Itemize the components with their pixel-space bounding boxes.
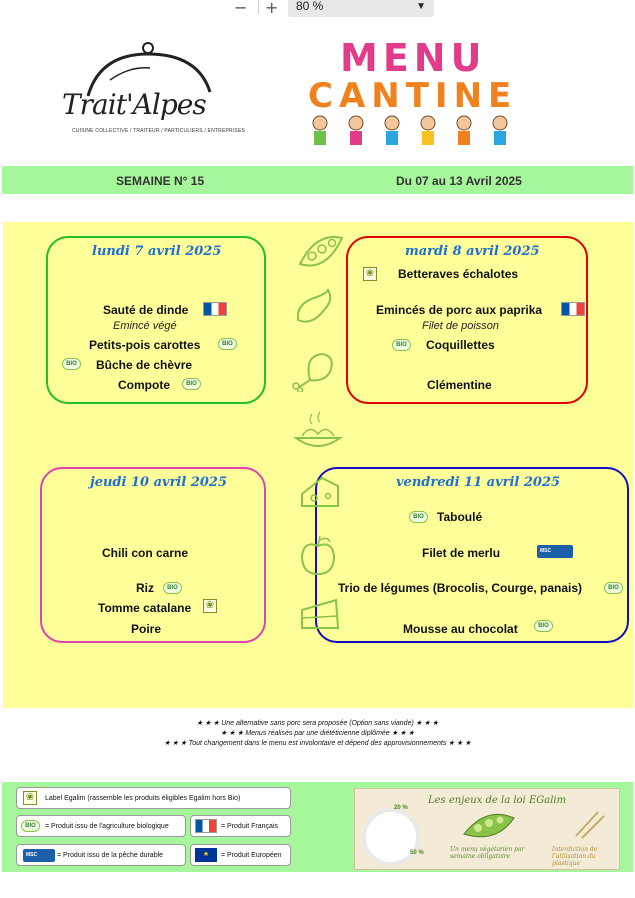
legend-fishing-text: = Produit issu de la pêche durable [57,852,164,859]
legend-fishing [16,844,186,866]
dish-friday-4: Mousse au chocolat [403,622,518,636]
dish-tuesday-2: Emincés de porc aux paprika [376,303,543,317]
day-title-thursday: jeudi 10 avril 2025 [90,475,228,490]
organic-label-icon: BIO [604,582,623,594]
chicken-leg-icon [290,350,338,392]
dish-tuesday-4: Coquillettes [426,338,495,352]
dish-monday-3: Petits-pois carottes [89,338,201,352]
plate-icon [362,808,420,866]
dish-tuesday-1: Betteraves échalotes [398,267,519,281]
week-number: SEMAINE N° 15 [116,174,205,188]
dish-friday-3: Trio de légumes (Brocolis, Courge, panais) [338,581,583,595]
day-title-tuesday: mardi 8 avril 2025 [405,244,540,259]
dish-friday-2: Filet de merlu [422,546,501,560]
logo-subtitle: CUISINE COLLECTIVE / TRAITEUR / PARTICULIERS / ENTREPRISES [72,128,246,134]
sustainable-fishing-icon: MSC [537,545,573,558]
menu-title: MENU [340,36,487,80]
zoom-out-button[interactable]: − [234,0,248,17]
dish-tuesday-3: Filet de poisson [422,320,500,332]
note-no-pork: ★ ★ ★ Une alternative sans porc sera proposée (Option sans viande) ★ ★ ★ [196,720,439,727]
dish-tuesday-5: Clémentine [427,378,492,392]
organic-label-icon: BIO [534,620,553,632]
week-bar [2,166,633,194]
dish-monday-5: Compote [118,378,170,392]
dish-thursday-4: Poire [131,622,162,636]
logo-name: Trait'Alpes [62,88,206,121]
children-illustration-icon [306,114,526,148]
apple-icon [298,534,338,578]
egalim-label-icon: ❀ [363,267,377,281]
eggplant-icon [292,286,336,328]
cheese-icon [298,472,342,512]
legend-european-text: = Produit Européen [221,852,282,859]
legend-organic-text: = Produit issu de l'agriculture biologique [45,823,169,830]
day-title-monday: lundi 7 avril 2025 [92,244,222,259]
toolbar-separator [258,0,259,14]
sustainable-fishing-icon: MSC [23,849,55,862]
legend-french-text: = Produit Français [221,823,278,830]
cantine-title: CANTINE [308,76,518,116]
european-flag-icon: ★ [195,848,217,862]
cutlery-icon [570,808,610,840]
organic-label-icon: BIO [409,511,428,523]
legend-french [190,815,291,837]
french-flag-icon [561,302,585,316]
pasta-bowl-icon [292,408,344,454]
egalim-caption-vegetarian: Un menu végétarien par semaine obligatoire [450,846,525,860]
dish-thursday-2: Riz [136,581,154,595]
egalim-label-icon: ❀ [203,599,217,613]
note-changes: ★ ★ ★ Tout changement dans le menu est involontaire et dépend des approvisionnements ★ ★ ★ [163,740,472,747]
legend-egalim-text: Label Egalim (rassemble les produits éligibles Egalim hors Bio) [45,795,241,802]
organic-label-icon: BIO [218,338,237,350]
egalim-panel-title: Les enjeux de la loi EGalim [428,795,567,806]
dish-monday-4: Bûche de chèvre [96,358,193,372]
dish-monday-1: Sauté de dinde [103,303,189,317]
zoom-select[interactable] [288,0,434,17]
note-dietitian: ★ ★ ★ Menus réalisés par une diététicienne diplômée ★ ★ ★ [220,730,415,737]
week-dates: Du 07 au 13 Avril 2025 [396,174,522,188]
organic-label-icon: BIO [21,820,40,832]
legend-european [190,844,291,866]
organic-label-icon: BIO [163,582,182,594]
zoom-value: 80 % [296,0,324,13]
legend-egalim [16,787,291,809]
dish-thursday-1: Chili con carne [102,546,189,560]
egalim-percent-top: 20 % [394,805,408,811]
cake-slice-icon [298,594,342,634]
french-flag-icon [195,819,217,833]
peas-icon [296,232,346,272]
chevron-down-icon: ▼ [416,1,426,12]
egalim-label-icon: ❀ [23,791,37,805]
egalim-caption-plastic: Interdiction de l'utilisation du plastique [552,846,598,867]
organic-label-icon: BIO [182,378,201,390]
dish-monday-2: Emincé végé [113,320,177,332]
legend-organic [16,815,186,837]
egalim-percent-bottom: 50 % [410,850,424,856]
pea-pod-icon [462,810,516,840]
french-flag-icon [203,302,227,316]
zoom-in-button[interactable]: + [265,0,279,17]
cantine-word-art [308,76,517,116]
menu-word-art [340,36,486,80]
dish-friday-1: Taboulé [437,510,483,524]
day-title-friday: vendredi 11 avril 2025 [396,475,561,490]
organic-label-icon: BIO [392,339,411,351]
organic-label-icon: BIO [62,358,81,370]
dish-thursday-3: Tomme catalane [98,601,192,615]
